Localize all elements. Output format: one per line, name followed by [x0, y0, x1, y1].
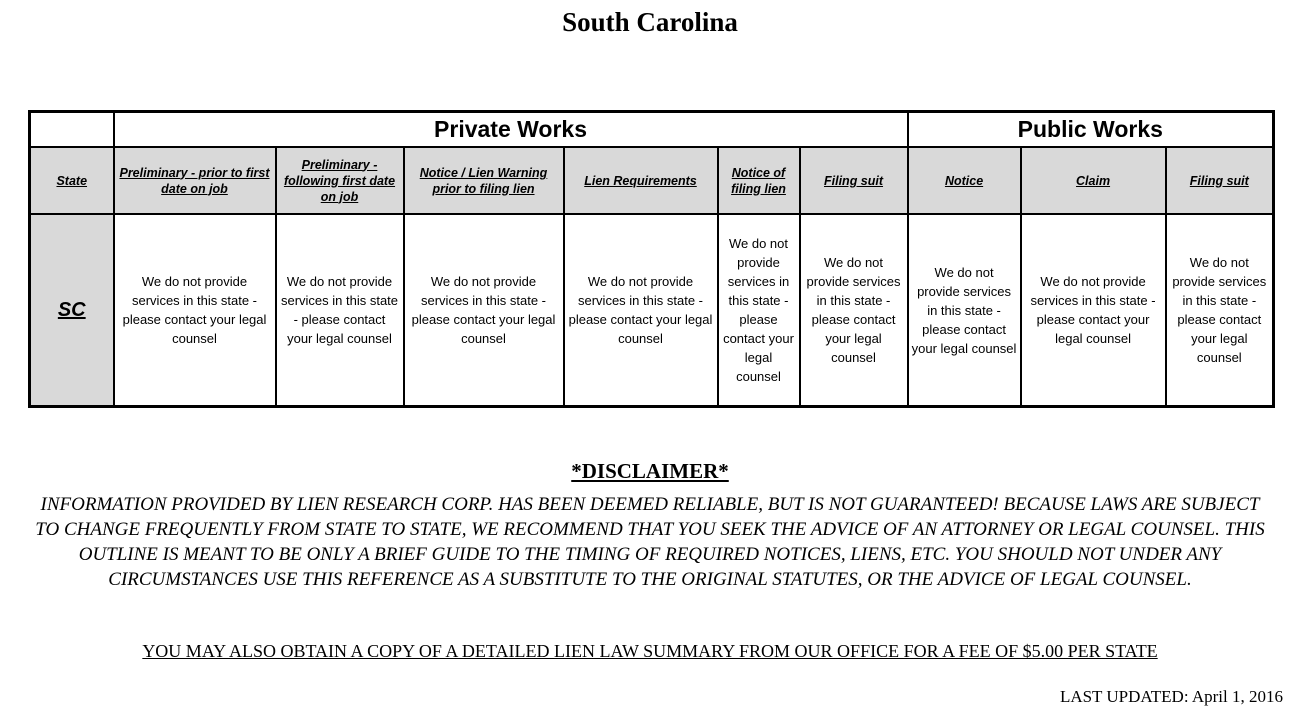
disclaimer-heading: *DISCLAIMER* [571, 459, 729, 483]
page-title: South Carolina [562, 7, 738, 37]
col-header-notice-lien-warning: Notice / Lien Warning prior to filing lien [404, 147, 564, 214]
cell-claim: We do not provide services in this state - please contact your legal counsel [1021, 214, 1166, 407]
col-header-notice-of-filing-lien: Notice of filing lien [718, 147, 800, 214]
cell-notice-lien-warning: We do not provide services in this state - please contact your legal counsel [404, 214, 564, 407]
cell-notice-of-filing-lien: We do not provide services in this state - please contact your legal counsel [718, 214, 800, 407]
cell-preliminary-prior: We do not provide services in this state - please contact your legal counsel [114, 214, 276, 407]
disclaimer-body-text: INFORMATION PROVIDED BY LIEN RESEARCH CORP. HAS BEEN DEEMED RELIABLE, BUT IS NOT GUARANTEED! BECAUSE LAWS ARE SUBJECT TO CHANGE FREQUENTLY FROM STATE TO STATE, WE RECOMMEND THAT YOU SEEK THE ADVICE OF AN ATTORNEY OR LEGAL COUNSEL. THIS OUTLINE IS MEANT TO BE ONLY A BRIEF GUIDE TO THE TIMING OF REQUIRED NOTICES, LIENS, ETC. YOU SHOULD NOT UNDER ANY CIRCUMSTANCES USE THIS REFERENCE AS A SUBSTITUTE TO THE ORIGINAL STATUTES, OR THE ADVICE OF LEGAL COUNSEL. [35, 494, 1265, 590]
lien-law-table [28, 110, 1275, 408]
col-header-state: State [30, 147, 114, 214]
last-updated-label: LAST UPDATED: April 1, 2016 [1059, 687, 1283, 706]
col-header-preliminary-following: Preliminary - following first date on job [276, 147, 404, 214]
summary-offer-line: YOU MAY ALSO OBTAIN A COPY OF A DETAILED LIEN LAW SUMMARY FROM OUR OFFICE FOR A FEE OF $5.00 PER STATE [142, 641, 1158, 661]
group-header-public-works: Public Works [908, 112, 1274, 148]
corner-cell [30, 112, 114, 148]
column-header-row [30, 147, 1274, 214]
cell-notice-public: We do not provide services in this state - please contact your legal counsel [908, 214, 1021, 407]
state-abbreviation-cell: SC [30, 214, 114, 407]
group-header-row [30, 112, 1274, 148]
cell-filing-suit-public: We do not provide services in this state - please contact your legal counsel [1166, 214, 1274, 407]
cell-filing-suit-private: We do not provide services in this state - please contact your legal counsel [800, 214, 908, 407]
cell-preliminary-following: We do not provide services in this state - please contact your legal counsel [276, 214, 404, 407]
col-header-lien-requirements: Lien Requirements [564, 147, 718, 214]
col-header-claim: Claim [1021, 147, 1166, 214]
col-header-filing-suit-private: Filing suit [800, 147, 908, 214]
group-header-private-works: Private Works [114, 112, 908, 148]
col-header-preliminary-prior: Preliminary - prior to first date on job [114, 147, 276, 214]
cell-lien-requirements: We do not provide services in this state - please contact your legal counsel [564, 214, 718, 407]
col-header-filing-suit-public: Filing suit [1166, 147, 1274, 214]
col-header-notice-public: Notice [908, 147, 1021, 214]
state-data-row [30, 214, 1274, 407]
